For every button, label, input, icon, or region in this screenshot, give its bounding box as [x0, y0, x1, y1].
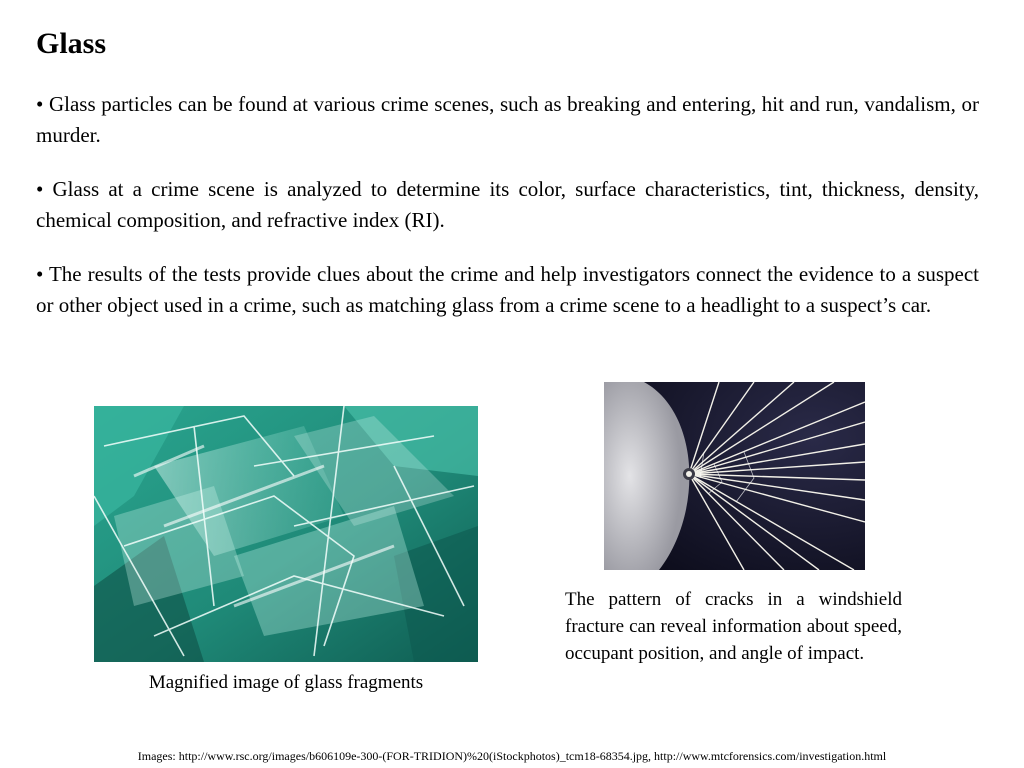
- glass-fragments-image: [94, 406, 478, 662]
- glass-fragments-illustration: [94, 406, 478, 662]
- slide-title: Glass: [36, 27, 107, 60]
- windshield-caption: The pattern of cracks in a windshield fracture can reveal information about speed, occupant position, and angle of impact.: [565, 589, 902, 664]
- bullet-glass-analysis: • Glass at a crime scene is analyzed to determine its color, surface characteristics, tint, thickness, density, chemical composition, and refractive index (RI).: [36, 177, 979, 232]
- windshield-fracture-image: [604, 382, 865, 570]
- bullet-test-results: • The results of the tests provide clues about the crime and help investigators connect the evidence to a suspect or other object used in a crime, such as matching glass from a crime scene to a headlight to a suspect’s car.: [36, 262, 979, 317]
- windshield-fracture-illustration: [604, 382, 865, 570]
- bullet-glass-particles: • Glass particles can be found at various crime scenes, such as breaking and entering, hit and run, vandalism, or murder.: [36, 92, 979, 147]
- glass-fragments-caption: Magnified image of glass fragments: [148, 672, 424, 693]
- image-credits: Images: http://www.rsc.org/images/b606109e-300-(FOR-TRIDION)%20(iStockphotos)_tcm18-68354.jpg, http://www.mtcforensics.com/investigation.html: [137, 749, 887, 763]
